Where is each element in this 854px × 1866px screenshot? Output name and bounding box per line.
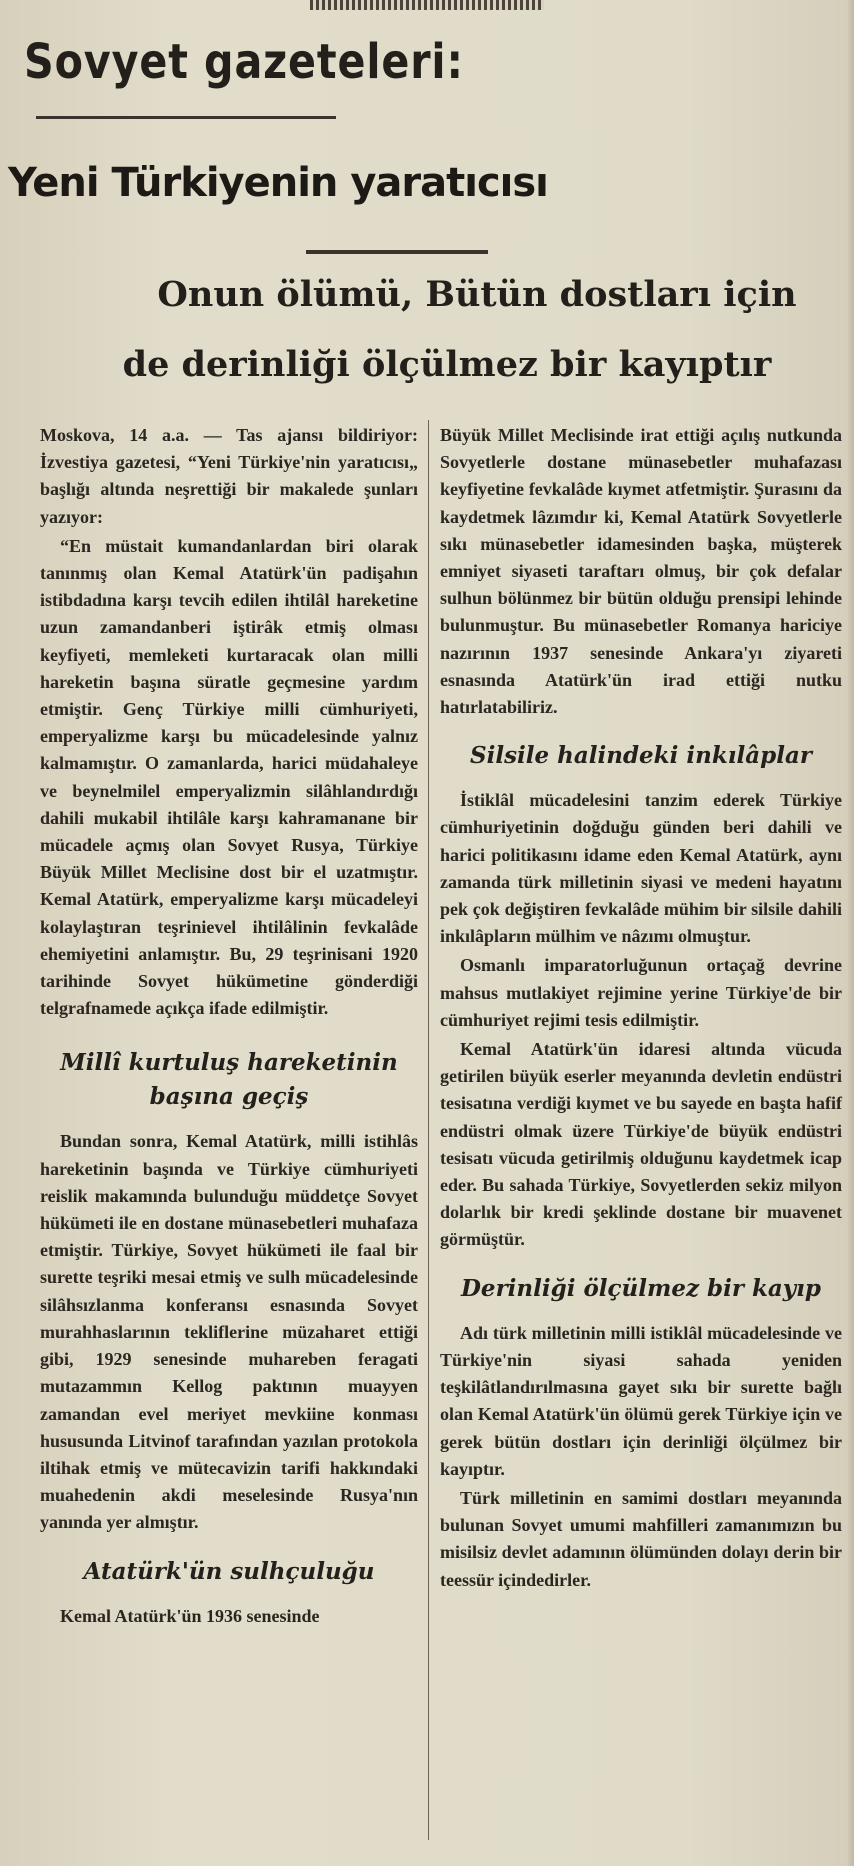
section-heading-basina-gecis: başına geçiş [149,1083,309,1111]
article-column-right [440,422,842,1594]
article-paragraph: Büyük Millet Meclisinde irat ettiği açılış nutkunda Sovyetlerle dostane münasebetler muhafazası keyfiyetine fevkalâde kıymet atfetmiştir. Şurasını da kaydetmek lâzımdır ki, Kemal Atatürk Sovyetlerle sıkı münasebetler idamesinden başka, müşterek emniyet siyaseti taraftarı olmuş, bir çok defalar sulhun bölünmez bir bütün olduğu prensipi lehinde bulunmuştur. Bu münasebetler Romanya hariciye nazırının 1937 senesinde Ankara'yı ziyareti esnasında Atatürk'ün irad ettiği nutku hatırlatabiliriz. [440,425,842,718]
headline: Yeni Türkiyenin yaratıcısı [8,160,548,206]
section-heading-silsile: Silsile halindeki inkılâplar [470,742,812,770]
kicker-title: Sovyet gazeteleri: [24,34,464,90]
page-top-strip [310,0,544,10]
article-paragraph: İstiklâl mücadelesini tanzim ederek Türkiye cümhuriyetinin doğduğu günden beri dahili ve harici politikasını idame eden Kemal Atatürk, aynı zamanda türk milletinin siyasi ve medeni hayatını pek çok değiştiren fevkalâde mühim bir silsile dahili inkılâpların mülhim ve nâzımı olmuştur. [440,790,842,947]
section-heading-derinligi: Derinliği ölçülmez bir kayıp [460,1274,821,1302]
column-divider [428,420,429,1840]
subheadline-line-1: Onun ölümü, Bütün dostları için [157,274,797,315]
article-paragraph: Adı türk milletinin milli istiklâl mücadelesinde ve Türkiye'nin siyasi sahada yeniden teşkilâtlandırılmasına gayet sıkı bir surette bağlı olan Kemal Atatürk'ün ölümü gerek Türkiye için ve gerek bütün dostları için derinliği ölçülmez bir kayıptır. [440,1322,842,1479]
article-paragraph: Kemal Atatürk'ün idaresi altında vücuda getirilen büyük eserler meyanında devletin endüstri tesisatına verdiği kıymet ve bu sayede en başta hafif endüstri olmak üzere Türkiye'de büyük endüstri tesisatı vücuda getirilmiş olduğunu kaydetmek icap eder. Bu sahada Türkiye, Sovyetlerden sekiz milyon dolarlık bir kredi şeklinde dostane bir muavenet görmüştür. [440,1039,842,1250]
article-paragraph: Osmanlı imparatorluğunun ortaçağ devrine mahsus mutlakiyet rejimine yerine Türkiye'de bir cümhuriyet rejimi tesis edilmiştir. [440,955,842,1030]
headline-rule [306,250,488,254]
article-paragraph: Bundan sonra, Kemal Atatürk, milli istihlâs hareketinin başında ve Türkiye cümhuriyeti reislik makamında bulunduğu müddetçe Sovyet hükümeti ile en dostane münasebetleri muhafaza etmiştir. Türkiye, Sovyet hükümeti ile faal bir surette teşriki mesai etmiş ve sulh mücadelesinde silâhsızlanma konferansı esnasında Sovyet murahhaslarının tekliflerine müzaharet ettiği gibi, 1929 senesinde muhareben feragati mutazammın Kellog paktının muayyen zamandan evel meriyet mevkiine konması hususunda Litvinof tarafından yazılan protokola iltihak etmiş ve mütecavizin tarifi hakkındaki muahedenin akdi meselesinde Rusya'nın yanında yer almıştır. [40,1131,418,1533]
article-column-left [40,422,418,1630]
article-paragraph: Moskova, 14 a.a. — Tas ajansı bildiriyor: İzvestiya gazetesi, “Yeni Türkiye'nin yaratıcısı„ başlığı altında neşrettiği bir makalede şunları yazıyor: [40,425,418,527]
article-paragraph: Kemal Atatürk'ün 1936 senesinde [60,1605,320,1626]
article-paragraph: “En müstait kumandanlardan biri olarak tanınmış olan Kemal Atatürk'ün padişahın istibdadına karşı tevcih edilen ihtilâl hareketine uzun zamandanberi iştirâk etmiş olması keyfiyeti, memleketi kurtaracak olan milli hareketin başına süratle geçmesine yardım etmiştir. Genç Türkiye milli cümhuriyeti, emperyalizme karşı bu mücadelesinde yalnız kalmamıştır. O zamanlarda, harici müdahaleye ve beynelmilel emperyalizmin silâhlandırdığı dahili mukabil ihtilâle karşı kahramanane bir mücadele açmış olan Sovyet Rusya, Türkiye Büyük Millet Meclisine dost bir el uzatmıştır. Kemal Atatürk, emperyalizme karşı mücadeleyi kolaylaştıran teşrinievel ihtilâlinin fevkalâde ehemiyetini anlamıştır. Bu, 29 teşrinisani 1920 tarihinde Sovyet hükümetine gönderdiği telgrafnamede açıkça ifade edilmiştir. [40,535,418,1019]
section-heading-sulhculugu: Atatürk'ün sulhçuluğu [83,1557,375,1585]
kicker-rule [36,116,336,119]
section-heading-milli-kurtulus: Millî kurtuluş hareketinin [60,1049,398,1077]
article-paragraph: Türk milletinin en samimi dostları meyanında bulunan Sovyet umumi mahfilleri zamanımızın bu misilsiz devlet adamının ölümünden dolayı derin bir teessür içindedirler. [440,1487,842,1590]
subheadline-line-2: de derinliği ölçülmez bir kayıptır [122,344,772,385]
